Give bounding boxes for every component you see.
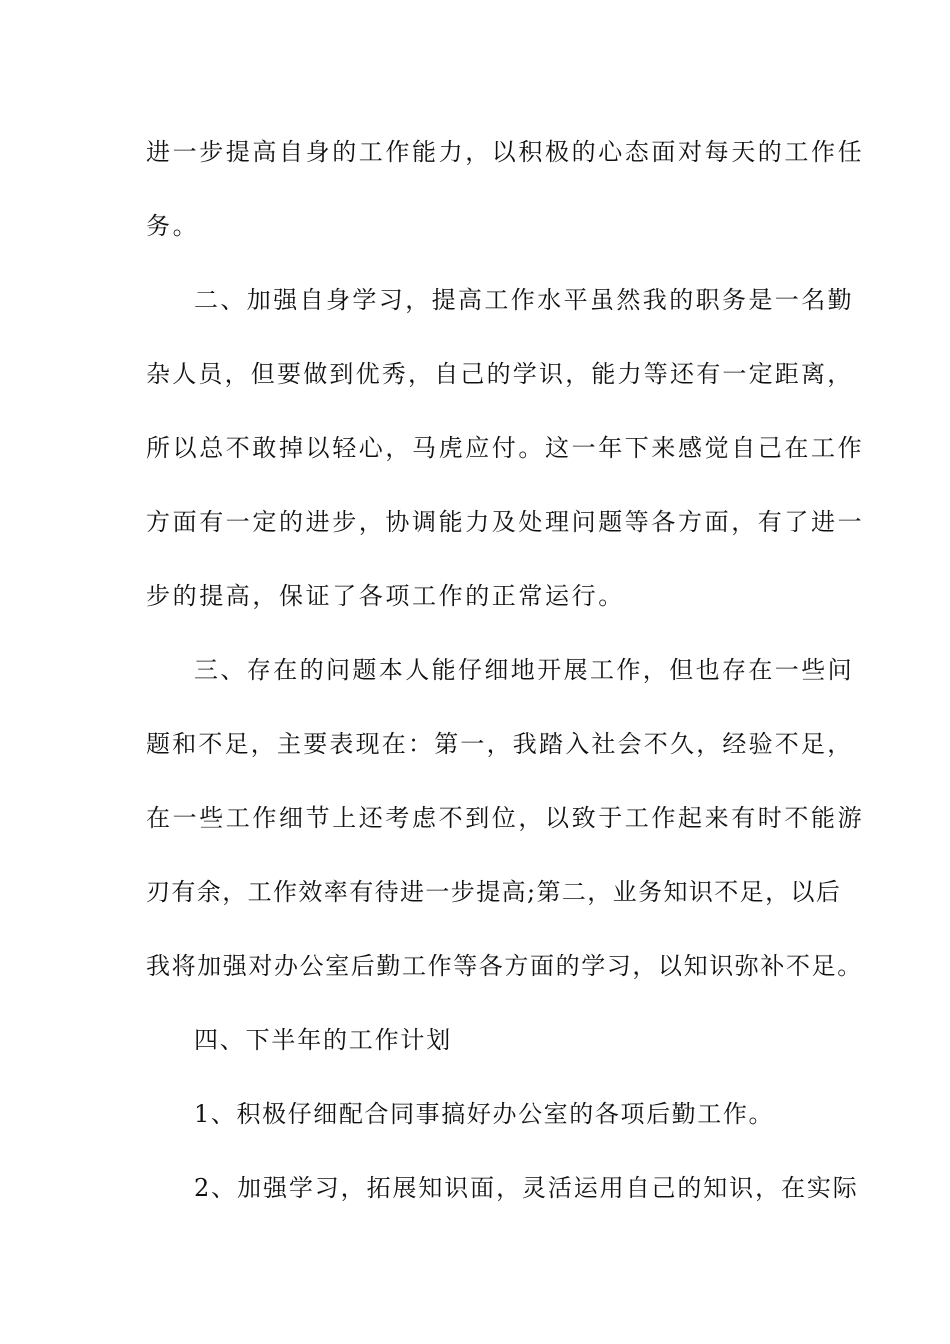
text-line-5: 所以总不敢掉以轻心，马虎应付。这一年下来感觉自己在工作 — [146, 434, 865, 462]
plan-item-1: 1、积极仔细配合同事搞好办公室的各项后勤工作。 — [194, 1100, 775, 1128]
text-line-10: 在一些工作细节上还考虑不到位，以致于工作起来有时不能游 — [146, 804, 865, 832]
text-line-1: 进一步提高自身的工作能力，以积极的心态面对每天的工作任 — [146, 138, 865, 166]
text-line-12: 我将加强对办公室后勤工作等各方面的学习，以知识弥补不足。 — [146, 952, 863, 980]
paragraph-4-heading-line: 四、下半年的工作计划 — [194, 1026, 452, 1054]
text-line-6: 方面有一定的进步，协调能力及处理问题等各方面，有了进一 — [146, 508, 865, 536]
text-line-4: 杂人员，但要做到优秀，自己的学识，能力等还有一定距离， — [146, 360, 854, 388]
plan-item-2: 2、加强学习，拓展知识面，灵活运用自己的知识，在实际 — [194, 1174, 859, 1202]
text-line-9: 题和不足，主要表现在：第一，我踏入社会不久，经验不足， — [146, 730, 854, 758]
paragraph-3-heading-line: 三、存在的问题本人能仔细地开展工作，但也存在一些问 — [194, 656, 854, 684]
paragraph-2-heading-line: 二、加强自身学习，提高工作水平虽然我的职务是一名勤 — [194, 286, 854, 314]
text-line-11: 刃有余，工作效率有待进一步提高;第二，业务知识不足，以后 — [146, 878, 842, 906]
text-line-2: 务。 — [146, 212, 200, 240]
text-line-7: 步的提高，保证了各项工作的正常运行。 — [146, 582, 625, 610]
